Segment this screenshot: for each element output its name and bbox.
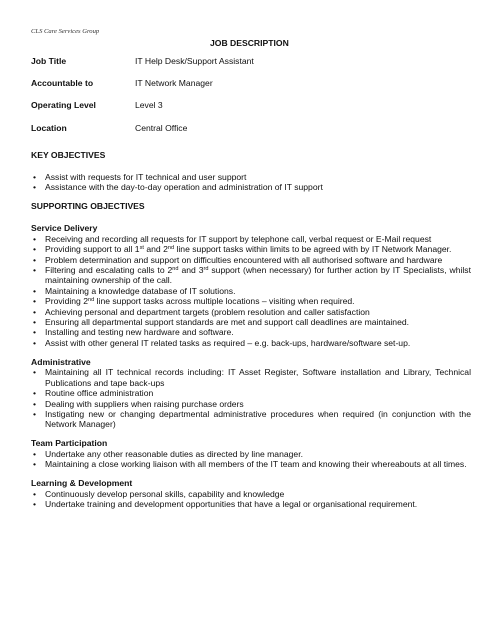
list-item: • Undertake training and development opportunities that have a legal or organisational requirement. [31,499,471,509]
item-text: line support tasks within limits to be agreed with by IT Network Manager. [174,244,452,255]
superscript: st [139,245,144,252]
list-item: • Continuously develop personal skills, capability and knowledge [31,489,471,499]
job-title-label: Job Title [31,56,67,66]
supporting-objectives-heading: SUPPORTING OBJECTIVES [31,201,145,212]
item-text: line support tasks across multiple locations – visiting when required. [94,296,355,307]
item-text: and 2 [143,244,168,255]
item-text: support (when necessary) for further action by IT Specialists, whilst maintaining ownership of the call. [45,265,471,286]
item-text: and 3 [178,265,204,276]
job-title-row [31,56,471,78]
list-item: • Assistance with the day-to-day operation and administration of IT support [31,182,471,192]
team-participation-list [31,449,471,470]
accountable-to-label: Accountable to [31,78,94,89]
list-item: • Receiving and recording all requests for IT support by telephone call, verbal request or E-Mail request [31,234,471,244]
organization-name: CLS Care Services Group [31,28,100,35]
list-item: • Installing and testing new hardware and software. [31,327,471,337]
document-body [31,150,471,509]
administrative-list [31,367,471,429]
location-row [31,123,471,145]
operating-level-label: Operating Level [31,100,96,111]
operating-level-row [31,100,471,122]
job-details [31,56,471,145]
list-item: • Maintaining a close working liaison with all members of the IT team and knowing their whereabouts at all times. [31,459,471,469]
administrative-heading: Administrative [31,356,91,367]
location-value: Central Office [135,122,188,133]
list-item: • Maintaining a knowledge database of IT solutions. [31,286,471,296]
operating-level-value: Level 3 [135,100,163,111]
superscript: rd [203,266,209,273]
superscript: nd [172,266,179,273]
superscript: nd [88,297,95,304]
learning-development-list [31,489,471,510]
superscript: nd [167,245,175,252]
list-item [31,296,471,306]
job-title-value: IT Help Desk/Support Assistant [135,56,254,66]
document-title: JOB DESCRIPTION [210,38,289,48]
list-item: • Ensuring all departmental support standards are met and support call deadlines are maintained. [31,317,471,327]
accountable-to-value: IT Network Manager [135,78,213,89]
item-text: Filtering and escalating calls to 2 [45,265,173,276]
list-item: • Assist with other general IT related tasks as required – e.g. back-ups, hardware/software set-up. [31,338,471,348]
location-label: Location [31,122,67,133]
list-item: • Maintaining all IT technical records including: IT Asset Register, Software installation and Library, Technical Publications and tape back-ups [31,367,471,388]
service-delivery-list [31,234,471,348]
list-item: • Undertake any other reasonable duties as directed by line manager. [31,449,471,459]
list-item [31,244,471,254]
list-item: • Assist with requests for IT technical and user support [31,172,471,182]
accountable-to-row [31,78,471,100]
list-item: • Dealing with suppliers when raising purchase orders [31,399,471,409]
service-delivery-heading: Service Delivery [31,223,98,234]
list-item: • Problem determination and support on difficulties encountered with all authorised software and hardware [31,255,471,265]
list-item [31,265,471,286]
key-objectives-list [31,172,471,193]
list-item: • Routine office administration [31,388,471,398]
key-objectives-heading: KEY OBJECTIVES [31,150,106,160]
item-text: Providing support to all 1 [45,244,140,255]
team-participation-heading: Team Participation [31,438,108,449]
list-item: • Achieving personal and department targets (problem resolution and caller satisfaction [31,307,471,317]
list-item: • Instigating new or changing departmental administrative procedures when required (in conjunction with the Network Manager) [31,409,471,430]
learning-development-heading: Learning & Development [31,478,133,489]
item-text: Providing 2 [45,296,88,307]
